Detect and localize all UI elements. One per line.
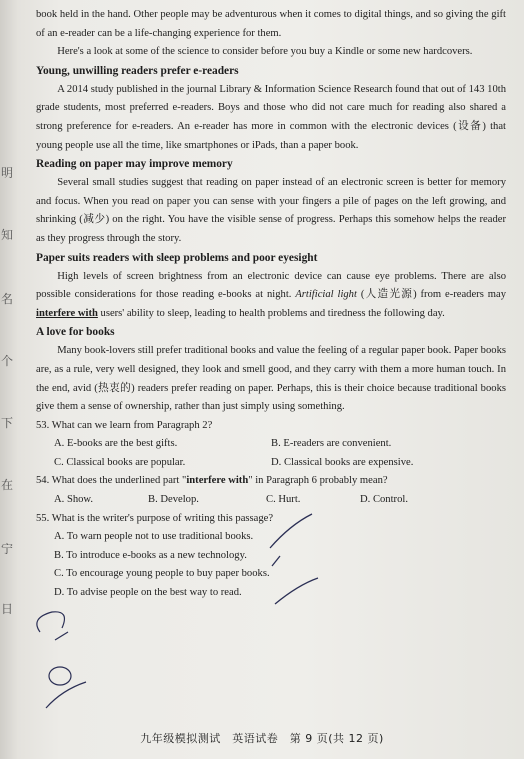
- option-b[interactable]: B. E-readers are convenient.: [271, 438, 392, 450]
- binding-margin: [0, 0, 20, 759]
- option-c[interactable]: C. Hurt.: [266, 494, 301, 506]
- reading-passage: [36, 6, 506, 603]
- intro-paragraph: Here's a look at some of the science to consider before you buy a Kindle or some new hardcovers.: [57, 46, 473, 58]
- section-paragraph: Several small studies suggest that reading on paper instead of an electronic screen is better for memory and focus. When you read on paper you can sense with your fingers a pile of pages on the left growing, and shrinking (减少) on the right. You have the visible sense of progress. Perhaps this somehow helps the reader as they progress through the story.: [36, 177, 506, 244]
- question-stem: 54. What does the underlined part "interfere with" in Paragraph 6 probably mean?: [36, 475, 388, 487]
- option-c[interactable]: C. To encourage young people to buy paper books.: [54, 568, 270, 580]
- question-options: [36, 435, 506, 454]
- section-paragraph: High levels of screen brightness from an electronic device can cause eye problems. There are also possible considerations for those reading e-books at night. Artificial light (人造光源) from e-readers may interfere with users' ability to sleep, leading to health problems and tiredness the following day.: [36, 270, 506, 319]
- margin-mark: 名: [1, 292, 14, 306]
- section-heading: A love for books: [36, 326, 115, 339]
- option-b[interactable]: B. Develop.: [148, 494, 199, 506]
- italic-term: Artificial light: [295, 289, 357, 301]
- option-d[interactable]: D. Control.: [360, 494, 408, 506]
- margin-mark: 在: [1, 478, 14, 492]
- margin-mark: 明: [1, 166, 14, 180]
- margin-mark: 知: [1, 228, 14, 242]
- option-c[interactable]: C. Classical books are popular.: [54, 456, 186, 468]
- option-b[interactable]: B. To introduce e-books as a new technology.: [54, 549, 247, 561]
- option-a[interactable]: A. To warn people not to use traditional books.: [54, 531, 254, 543]
- question-stem: 53. What can we learn from Paragraph 2?: [36, 419, 213, 431]
- margin-mark: 日: [1, 602, 14, 616]
- section-paragraph: A 2014 study published in the journal Library & Information Science Research found that out of 143 10th grade students, most preferred e-readers. Boys and those who did not care much for reading also shared a strong preference for e-readers. An e-reader has more in common with the electronic devices (设备) that young people use all the time, like smartphones or iPads, than a paper book.: [36, 83, 506, 151]
- option-a[interactable]: A. E-books are the best gifts.: [54, 438, 178, 450]
- page-footer: 九年级模拟测试 英语试卷 第 9 页(共 12 页): [140, 732, 384, 745]
- option-d[interactable]: D. Classical books are expensive.: [271, 456, 414, 468]
- section-heading: Paper suits readers with sleep problems and poor eyesight: [36, 251, 318, 264]
- section-paragraph: Many book-lovers still prefer traditional books and value the feeling of a regular paper book. Paper books are, as a rule, very well designed, they look and smell good, and they carry with them a more human touch. In the end, avid (热衷的) readers prefer reading on paper. Perhaps, this is their choice because traditional books give them a sense of ownership, rather than just simply using something.: [36, 345, 506, 413]
- underlined-phrase: interfere with: [36, 307, 98, 319]
- margin-mark: 宁: [1, 542, 14, 556]
- section-heading: Reading on paper may improve memory: [36, 158, 233, 171]
- option-d[interactable]: D. To advise people on the best way to read.: [54, 587, 242, 599]
- question-stem: 55. What is the writer's purpose of writing this passage?: [36, 512, 274, 524]
- option-a[interactable]: A. Show.: [54, 494, 94, 506]
- margin-mark: 个: [1, 354, 14, 368]
- section-heading: Young, unwilling readers prefer e-readers: [36, 64, 239, 77]
- question-options: [36, 454, 506, 473]
- question-options: [36, 491, 506, 510]
- margin-mark: 下: [1, 416, 14, 430]
- intro-paragraph: book held in the hand. Other people may be adventurous when it comes to digital things, and so giving the gift of an e-reader can be a life-changing experience for them.: [36, 9, 506, 39]
